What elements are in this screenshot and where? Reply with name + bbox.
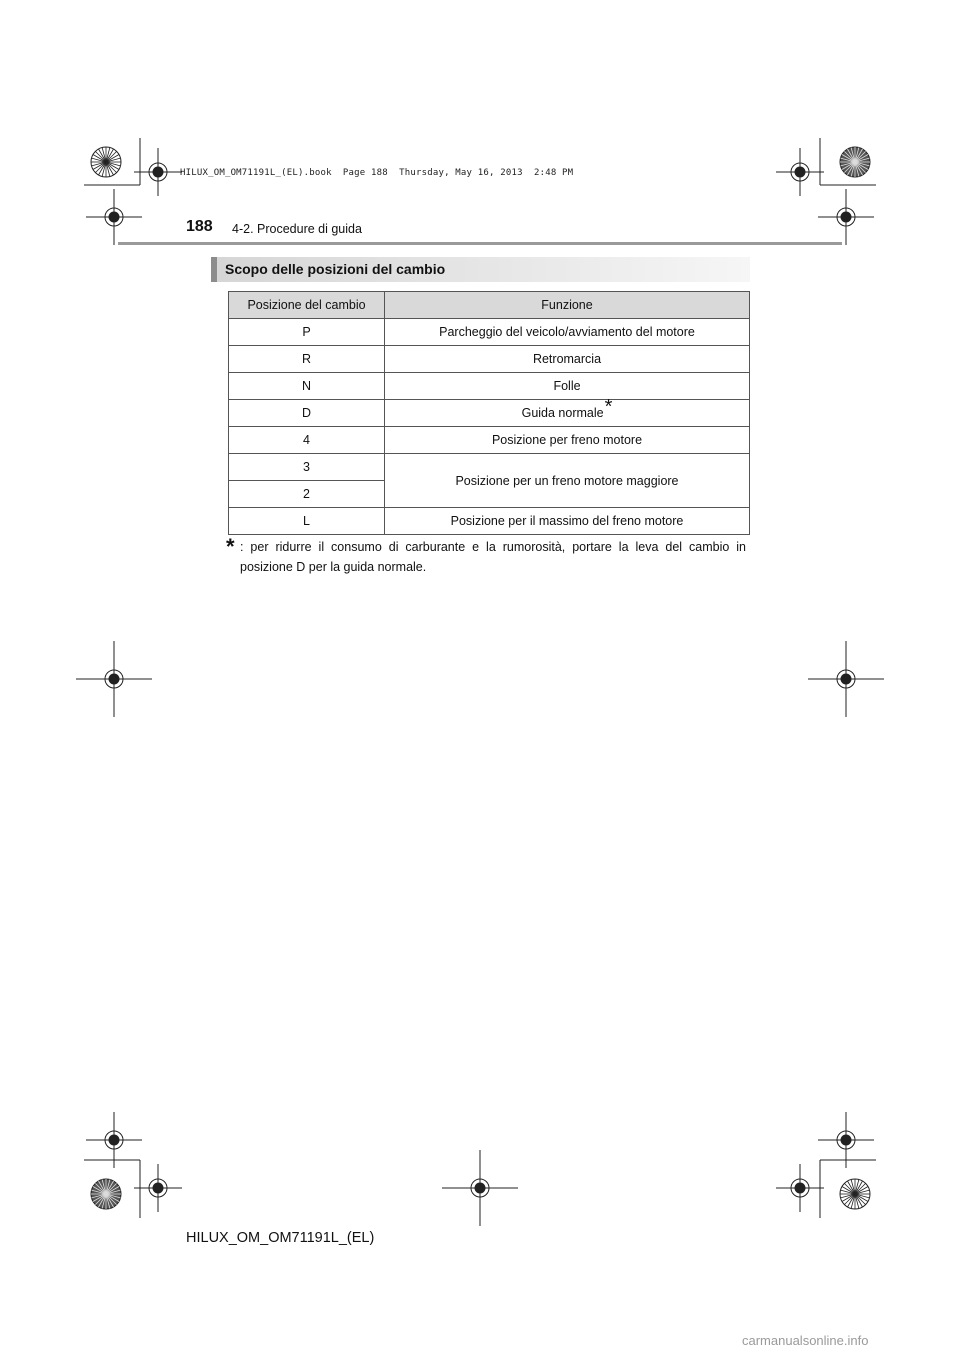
registration-dot [109, 674, 120, 685]
registration-dot [841, 674, 852, 685]
section-heading [211, 257, 750, 282]
table-row [229, 454, 750, 481]
function-cell [385, 396, 750, 427]
position-cell: P [229, 319, 385, 346]
registration-dot [109, 1135, 120, 1146]
footnote-text: : per ridurre il consumo di carburante e la rumorosità, portare la leva del cambio in posizione D per la guida normale. [240, 540, 746, 574]
registration-dot [475, 1183, 486, 1194]
footnote-marker: * [604, 396, 613, 418]
registration-dot [109, 212, 120, 223]
watermark: carmanualsonline.info [742, 1333, 869, 1348]
function-cell: Parcheggio del veicolo/avviamento del motore [385, 319, 750, 346]
footer-document-code: HILUX_OM_OM71191L_(EL) [186, 1230, 375, 1246]
table-row [229, 319, 750, 346]
table-header-row [229, 292, 750, 319]
footnote [226, 534, 746, 577]
position-cell: 2 [229, 481, 385, 508]
header-function: Funzione [385, 292, 750, 319]
section-title: 4-2. Procedure di guida [232, 222, 362, 236]
gear-positions-table [228, 291, 750, 535]
registration-dot [841, 1135, 852, 1146]
position-cell: R [229, 346, 385, 373]
section-heading-text: Scopo delle posizioni del cambio [225, 261, 446, 277]
page-number: 188 [186, 218, 213, 235]
position-cell: 4 [229, 427, 385, 454]
table-row [229, 373, 750, 400]
table-row [229, 400, 750, 427]
header-rule [118, 242, 842, 245]
function-cell: Retromarcia [385, 346, 750, 373]
function-cell: Posizione per freno motore [385, 427, 750, 454]
position-cell: L [229, 508, 385, 535]
function-cell: Posizione per il massimo del freno motore [385, 508, 750, 535]
function-cell: Folle [385, 373, 750, 400]
function-text: Guida normale [521, 406, 604, 420]
registration-dot [795, 1183, 806, 1194]
registration-dot [153, 1183, 164, 1194]
footnote-star: * [226, 534, 235, 559]
table-row [229, 346, 750, 373]
position-cell: D [229, 400, 385, 427]
registration-dot [153, 167, 164, 178]
table-row [229, 508, 750, 535]
header-position: Posizione del cambio [229, 292, 385, 319]
table-row [229, 427, 750, 454]
function-cell-merged: Posizione per un freno motore maggiore [385, 454, 750, 508]
book-file-stamp: HILUX_OM_OM71191L_(EL).book Page 188 Thursday, May 16, 2013 2:48 PM [180, 168, 574, 178]
position-cell: N [229, 373, 385, 400]
registration-dot [841, 212, 852, 223]
position-cell: 3 [229, 454, 385, 481]
registration-dot [795, 167, 806, 178]
